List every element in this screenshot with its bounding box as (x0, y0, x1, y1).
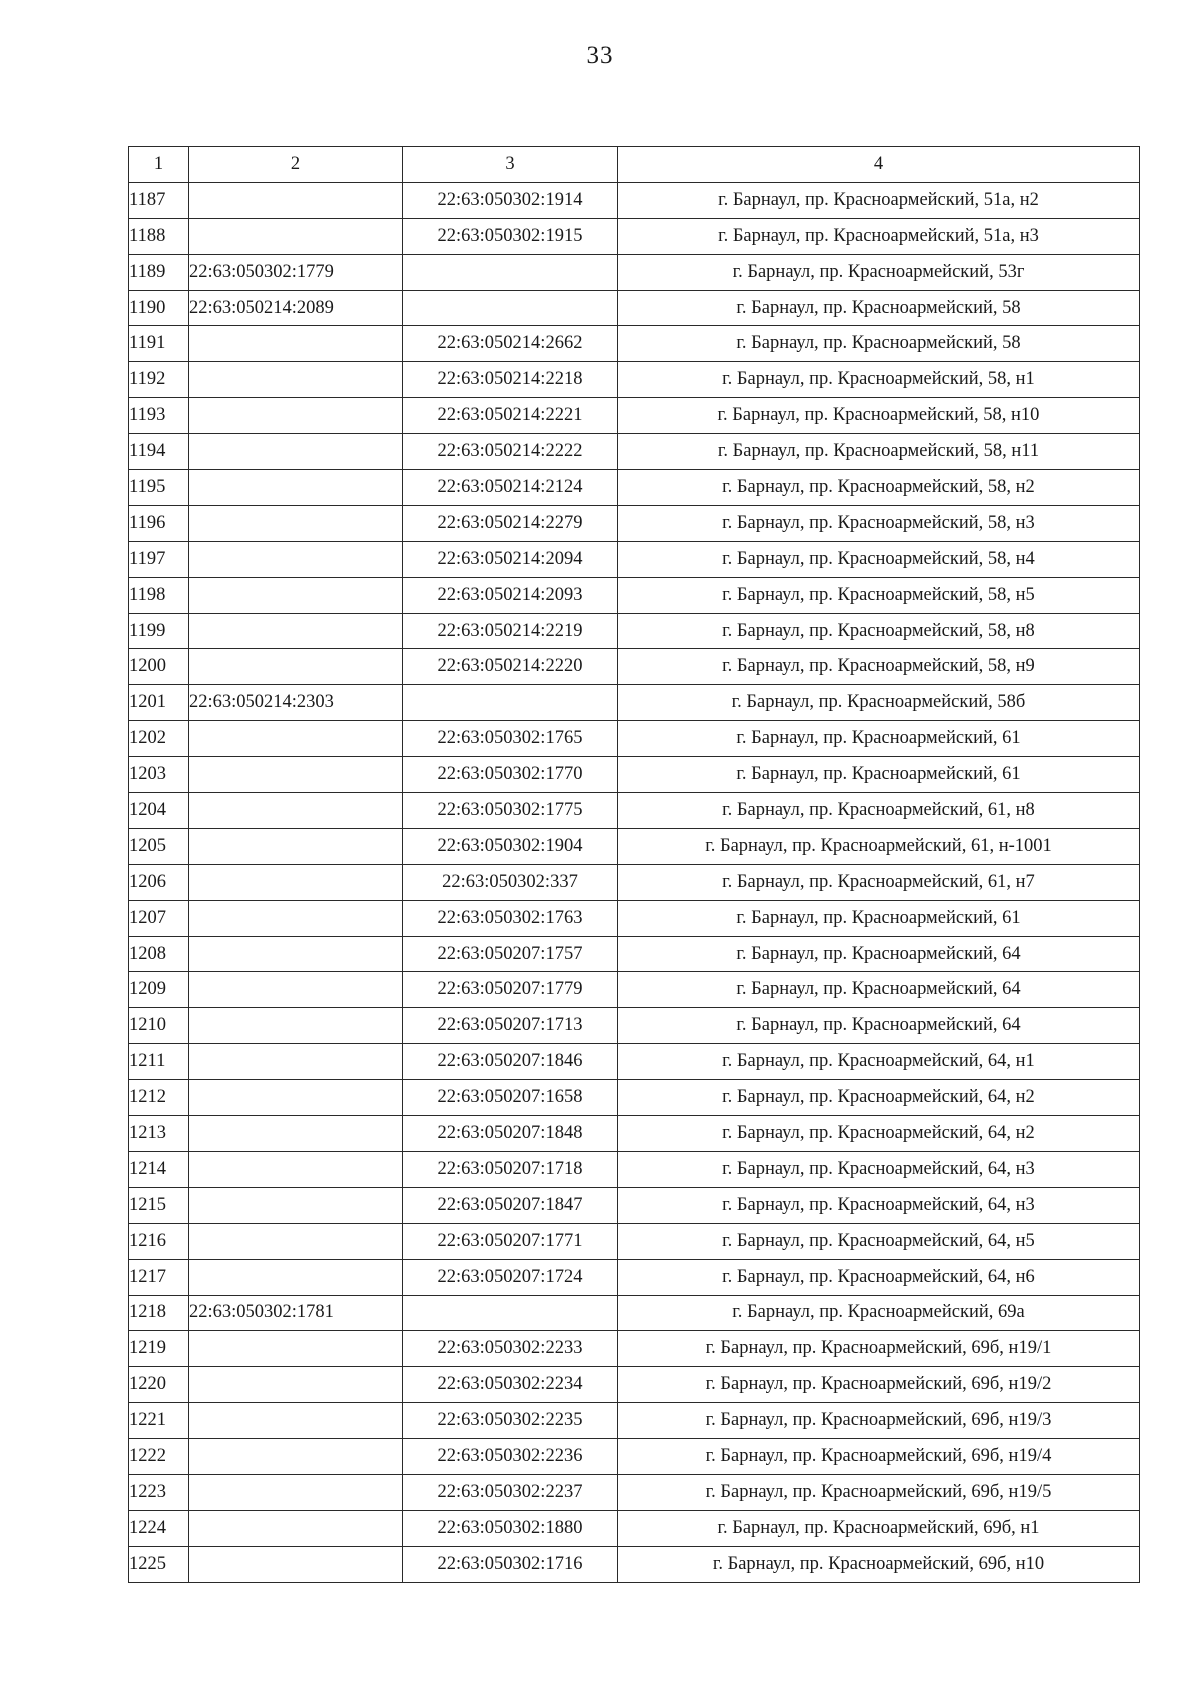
building-cadastral-cell (189, 1259, 403, 1295)
table-row (129, 1510, 1140, 1546)
table-row (129, 182, 1140, 218)
table-row (129, 505, 1140, 541)
row-number-cell: 1188 (129, 218, 189, 254)
premises-cadastral-cell: 22:63:050302:337 (403, 864, 618, 900)
address-cell: г. Барнаул, пр. Красноармейский, 69б, н19/1 (618, 1331, 1140, 1367)
row-number-cell: 1225 (129, 1546, 189, 1582)
building-cadastral-cell (189, 757, 403, 793)
column-header-4: 4 (618, 147, 1140, 183)
table-row (129, 900, 1140, 936)
building-cadastral-cell (189, 218, 403, 254)
table-row (129, 613, 1140, 649)
address-cell: г. Барнаул, пр. Красноармейский, 51а, н3 (618, 218, 1140, 254)
address-cell: г. Барнаул, пр. Красноармейский, 69б, н19/3 (618, 1403, 1140, 1439)
premises-cadastral-cell: 22:63:050214:2124 (403, 470, 618, 506)
building-cadastral-cell (189, 434, 403, 470)
building-cadastral-cell (189, 182, 403, 218)
premises-cadastral-cell: 22:63:050214:2662 (403, 326, 618, 362)
building-cadastral-cell (189, 1439, 403, 1475)
table-row (129, 649, 1140, 685)
building-cadastral-cell (189, 1116, 403, 1152)
address-cell: г. Барнаул, пр. Красноармейский, 64, н1 (618, 1044, 1140, 1080)
building-cadastral-cell: 22:63:050214:2303 (189, 685, 403, 721)
premises-cadastral-cell: 22:63:050302:1904 (403, 828, 618, 864)
premises-cadastral-cell: 22:63:050207:1846 (403, 1044, 618, 1080)
table-row (129, 1008, 1140, 1044)
table-row (129, 757, 1140, 793)
table-row (129, 972, 1140, 1008)
building-cadastral-cell: 22:63:050302:1781 (189, 1295, 403, 1331)
row-number-cell: 1218 (129, 1295, 189, 1331)
premises-cadastral-cell (403, 290, 618, 326)
table-row (129, 793, 1140, 829)
address-cell: г. Барнаул, пр. Красноармейский, 51а, н2 (618, 182, 1140, 218)
premises-cadastral-cell: 22:63:050302:1716 (403, 1546, 618, 1582)
building-cadastral-cell (189, 326, 403, 362)
address-cell: г. Барнаул, пр. Красноармейский, 58, н9 (618, 649, 1140, 685)
building-cadastral-cell (189, 972, 403, 1008)
page-number: 33 (586, 42, 614, 69)
premises-cadastral-cell (403, 254, 618, 290)
row-number-cell: 1190 (129, 290, 189, 326)
building-cadastral-cell (189, 398, 403, 434)
row-number-cell: 1219 (129, 1331, 189, 1367)
row-number-cell: 1208 (129, 936, 189, 972)
row-number-cell: 1220 (129, 1367, 189, 1403)
premises-cadastral-cell: 22:63:050207:1724 (403, 1259, 618, 1295)
table-row (129, 1116, 1140, 1152)
premises-cadastral-cell: 22:63:050302:1914 (403, 182, 618, 218)
row-number-cell: 1197 (129, 541, 189, 577)
premises-cadastral-cell: 22:63:050207:1757 (403, 936, 618, 972)
row-number-cell: 1217 (129, 1259, 189, 1295)
column-header-2: 2 (189, 147, 403, 183)
row-number-cell: 1213 (129, 1116, 189, 1152)
address-cell: г. Барнаул, пр. Красноармейский, 53г (618, 254, 1140, 290)
table-row (129, 1151, 1140, 1187)
building-cadastral-cell (189, 1510, 403, 1546)
premises-cadastral-cell: 22:63:050207:1779 (403, 972, 618, 1008)
row-number-cell: 1211 (129, 1044, 189, 1080)
address-cell: г. Барнаул, пр. Красноармейский, 61, н-1001 (618, 828, 1140, 864)
premises-cadastral-cell: 22:63:050214:2093 (403, 577, 618, 613)
building-cadastral-cell (189, 900, 403, 936)
row-number-cell: 1210 (129, 1008, 189, 1044)
premises-cadastral-cell: 22:63:050214:2218 (403, 362, 618, 398)
premises-cadastral-cell: 22:63:050207:1658 (403, 1080, 618, 1116)
address-cell: г. Барнаул, пр. Красноармейский, 58, н11 (618, 434, 1140, 470)
table-row (129, 362, 1140, 398)
premises-cadastral-cell: 22:63:050207:1847 (403, 1187, 618, 1223)
address-cell: г. Барнаул, пр. Красноармейский, 61 (618, 757, 1140, 793)
row-number-cell: 1206 (129, 864, 189, 900)
address-cell: г. Барнаул, пр. Красноармейский, 58 (618, 326, 1140, 362)
premises-cadastral-cell (403, 685, 618, 721)
address-cell: г. Барнаул, пр. Красноармейский, 64 (618, 972, 1140, 1008)
premises-cadastral-cell: 22:63:050214:2220 (403, 649, 618, 685)
row-number-cell: 1221 (129, 1403, 189, 1439)
registry-table (128, 146, 1140, 1583)
table-row (129, 398, 1140, 434)
row-number-cell: 1207 (129, 900, 189, 936)
address-cell: г. Барнаул, пр. Красноармейский, 58, н8 (618, 613, 1140, 649)
address-cell: г. Барнаул, пр. Красноармейский, 69б, н19/2 (618, 1367, 1140, 1403)
row-number-cell: 1198 (129, 577, 189, 613)
premises-cadastral-cell: 22:63:050207:1771 (403, 1223, 618, 1259)
address-cell: г. Барнаул, пр. Красноармейский, 69б, н1 (618, 1510, 1140, 1546)
address-cell: г. Барнаул, пр. Красноармейский, 69б, н19/5 (618, 1474, 1140, 1510)
table-header-row (129, 147, 1140, 183)
premises-cadastral-cell: 22:63:050302:1763 (403, 900, 618, 936)
table-row (129, 326, 1140, 362)
building-cadastral-cell (189, 828, 403, 864)
building-cadastral-cell (189, 936, 403, 972)
building-cadastral-cell (189, 721, 403, 757)
address-cell: г. Барнаул, пр. Красноармейский, 61 (618, 721, 1140, 757)
premises-cadastral-cell: 22:63:050302:2234 (403, 1367, 618, 1403)
row-number-cell: 1215 (129, 1187, 189, 1223)
row-number-cell: 1204 (129, 793, 189, 829)
building-cadastral-cell (189, 1367, 403, 1403)
building-cadastral-cell (189, 1008, 403, 1044)
table-row (129, 1474, 1140, 1510)
premises-cadastral-cell: 22:63:050207:1718 (403, 1151, 618, 1187)
address-cell: г. Барнаул, пр. Красноармейский, 69б, н10 (618, 1546, 1140, 1582)
building-cadastral-cell (189, 470, 403, 506)
building-cadastral-cell (189, 362, 403, 398)
table-row (129, 685, 1140, 721)
table-body (129, 182, 1140, 1582)
table-row (129, 1080, 1140, 1116)
premises-cadastral-cell: 22:63:050214:2219 (403, 613, 618, 649)
table-row (129, 1295, 1140, 1331)
column-header-1: 1 (129, 147, 189, 183)
address-cell: г. Барнаул, пр. Красноармейский, 61 (618, 900, 1140, 936)
address-cell: г. Барнаул, пр. Красноармейский, 69а (618, 1295, 1140, 1331)
row-number-cell: 1195 (129, 470, 189, 506)
premises-cadastral-cell: 22:63:050302:2235 (403, 1403, 618, 1439)
building-cadastral-cell (189, 1474, 403, 1510)
building-cadastral-cell (189, 1044, 403, 1080)
address-cell: г. Барнаул, пр. Красноармейский, 61, н7 (618, 864, 1140, 900)
row-number-cell: 1200 (129, 649, 189, 685)
premises-cadastral-cell: 22:63:050214:2094 (403, 541, 618, 577)
table-row (129, 1259, 1140, 1295)
address-cell: г. Барнаул, пр. Красноармейский, 64, н6 (618, 1259, 1140, 1295)
premises-cadastral-cell: 22:63:050214:2279 (403, 505, 618, 541)
row-number-cell: 1214 (129, 1151, 189, 1187)
table-row (129, 290, 1140, 326)
premises-cadastral-cell: 22:63:050302:1880 (403, 1510, 618, 1546)
table-row (129, 1044, 1140, 1080)
row-number-cell: 1222 (129, 1439, 189, 1475)
table-row (129, 470, 1140, 506)
premises-cadastral-cell: 22:63:050207:1713 (403, 1008, 618, 1044)
premises-cadastral-cell: 22:63:050214:2221 (403, 398, 618, 434)
building-cadastral-cell (189, 541, 403, 577)
address-cell: г. Барнаул, пр. Красноармейский, 61, н8 (618, 793, 1140, 829)
table-row (129, 1367, 1140, 1403)
row-number-cell: 1187 (129, 182, 189, 218)
premises-cadastral-cell: 22:63:050302:1770 (403, 757, 618, 793)
address-cell: г. Барнаул, пр. Красноармейский, 64, н3 (618, 1187, 1140, 1223)
building-cadastral-cell (189, 1223, 403, 1259)
premises-cadastral-cell: 22:63:050302:1775 (403, 793, 618, 829)
table-row (129, 721, 1140, 757)
address-cell: г. Барнаул, пр. Красноармейский, 58, н1 (618, 362, 1140, 398)
table-row (129, 254, 1140, 290)
row-number-cell: 1201 (129, 685, 189, 721)
row-number-cell: 1191 (129, 326, 189, 362)
building-cadastral-cell (189, 613, 403, 649)
row-number-cell: 1209 (129, 972, 189, 1008)
premises-cadastral-cell: 22:63:050214:2222 (403, 434, 618, 470)
address-cell: г. Барнаул, пр. Красноармейский, 64, н2 (618, 1116, 1140, 1152)
building-cadastral-cell (189, 649, 403, 685)
row-number-cell: 1189 (129, 254, 189, 290)
building-cadastral-cell (189, 1080, 403, 1116)
row-number-cell: 1223 (129, 1474, 189, 1510)
row-number-cell: 1192 (129, 362, 189, 398)
table-row (129, 541, 1140, 577)
address-cell: г. Барнаул, пр. Красноармейский, 58, н4 (618, 541, 1140, 577)
premises-cadastral-cell: 22:63:050302:2237 (403, 1474, 618, 1510)
row-number-cell: 1199 (129, 613, 189, 649)
address-cell: г. Барнаул, пр. Красноармейский, 58б (618, 685, 1140, 721)
address-cell: г. Барнаул, пр. Красноармейский, 58 (618, 290, 1140, 326)
table-row (129, 864, 1140, 900)
address-cell: г. Барнаул, пр. Красноармейский, 64 (618, 936, 1140, 972)
building-cadastral-cell (189, 505, 403, 541)
table-row (129, 434, 1140, 470)
address-cell: г. Барнаул, пр. Красноармейский, 58, н5 (618, 577, 1140, 613)
building-cadastral-cell (189, 577, 403, 613)
address-cell: г. Барнаул, пр. Красноармейский, 69б, н19/4 (618, 1439, 1140, 1475)
premises-cadastral-cell: 22:63:050302:2236 (403, 1439, 618, 1475)
row-number-cell: 1196 (129, 505, 189, 541)
premises-cadastral-cell (403, 1295, 618, 1331)
premises-cadastral-cell: 22:63:050302:1915 (403, 218, 618, 254)
table-row (129, 577, 1140, 613)
table-row (129, 1331, 1140, 1367)
table-row (129, 1546, 1140, 1582)
address-cell: г. Барнаул, пр. Красноармейский, 64 (618, 1008, 1140, 1044)
table-row (129, 1187, 1140, 1223)
row-number-cell: 1205 (129, 828, 189, 864)
premises-cadastral-cell: 22:63:050302:1765 (403, 721, 618, 757)
address-cell: г. Барнаул, пр. Красноармейский, 64, н5 (618, 1223, 1140, 1259)
row-number-cell: 1224 (129, 1510, 189, 1546)
premises-cadastral-cell: 22:63:050207:1848 (403, 1116, 618, 1152)
building-cadastral-cell (189, 1546, 403, 1582)
table-row (129, 218, 1140, 254)
building-cadastral-cell (189, 793, 403, 829)
building-cadastral-cell (189, 1151, 403, 1187)
address-cell: г. Барнаул, пр. Красноармейский, 64, н2 (618, 1080, 1140, 1116)
building-cadastral-cell (189, 1403, 403, 1439)
table-row (129, 1439, 1140, 1475)
building-cadastral-cell (189, 1187, 403, 1223)
row-number-cell: 1194 (129, 434, 189, 470)
address-cell: г. Барнаул, пр. Красноармейский, 58, н10 (618, 398, 1140, 434)
table-row (129, 828, 1140, 864)
row-number-cell: 1216 (129, 1223, 189, 1259)
column-header-3: 3 (403, 147, 618, 183)
row-number-cell: 1202 (129, 721, 189, 757)
building-cadastral-cell (189, 864, 403, 900)
row-number-cell: 1212 (129, 1080, 189, 1116)
premises-cadastral-cell: 22:63:050302:2233 (403, 1331, 618, 1367)
address-cell: г. Барнаул, пр. Красноармейский, 58, н2 (618, 470, 1140, 506)
address-cell: г. Барнаул, пр. Красноармейский, 64, н3 (618, 1151, 1140, 1187)
table-row (129, 936, 1140, 972)
row-number-cell: 1203 (129, 757, 189, 793)
building-cadastral-cell (189, 1331, 403, 1367)
address-cell: г. Барнаул, пр. Красноармейский, 58, н3 (618, 505, 1140, 541)
table-row (129, 1223, 1140, 1259)
building-cadastral-cell: 22:63:050214:2089 (189, 290, 403, 326)
row-number-cell: 1193 (129, 398, 189, 434)
table-row (129, 1403, 1140, 1439)
building-cadastral-cell: 22:63:050302:1779 (189, 254, 403, 290)
